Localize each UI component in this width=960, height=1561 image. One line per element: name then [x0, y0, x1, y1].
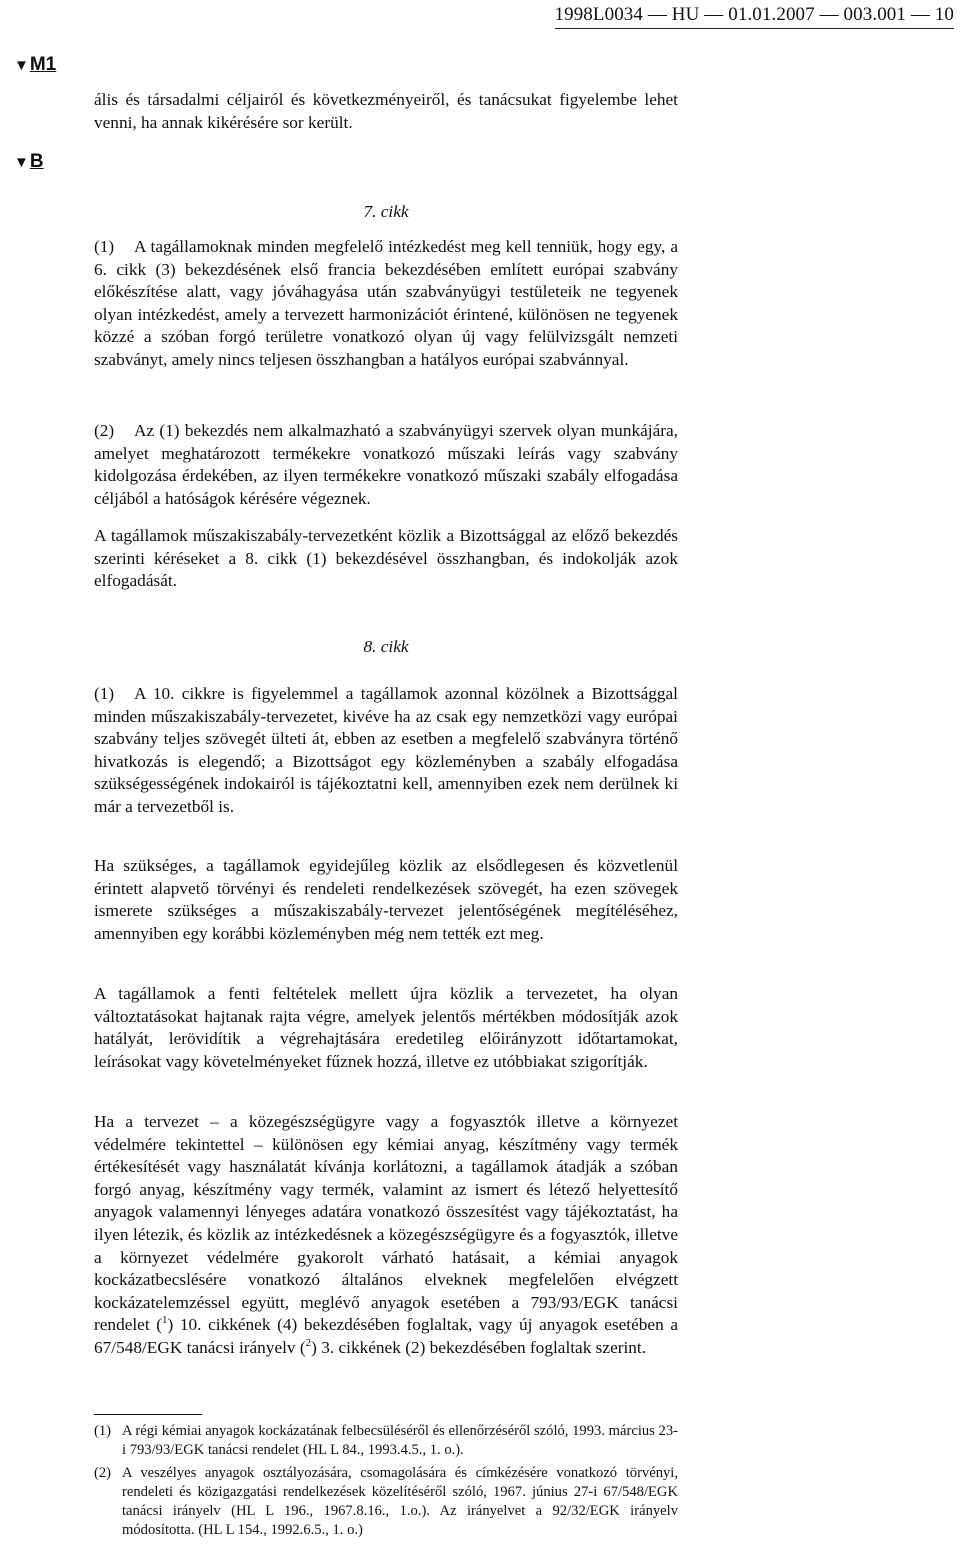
paragraph-m1: [94, 89, 678, 134]
paragraph-text: A tagállamok a fenti feltételek mellett újra közlik a tervezetet, ha olyan változtatásokat hajtanak rajta végre, amelyek jelentős mértékben módosítják azok hatályát, lerövidítik a végrehajtására eredetileg előirányzott időtartamokat, leírásokat vagy követelményeket fűznek hozzá, illetve ez utóbbiakat szigorítják.: [94, 984, 678, 1071]
footnote-ref-2[interactable]: 2: [305, 1337, 312, 1350]
paragraph-8-1: [94, 683, 678, 819]
paragraph-text: Ha a tervezet – a közegészségügyre vagy a fogyasztók illetve a környezet védelmére tekintettel – különösen egy kémiai anyag, készítmény vagy termék értékesítését vagy használatát kívánja korlátozni, a tagállamok átadják a szóban forgó anyag, készítmény vagy termék, valamint az ismert és létező helyettesítő anyagok valamennyi lényeges adatára vonatkozó összesítést vagy tájékoztatást, ha ilyen létezik, és közlik az intézkedésnek a közegészségügyre és a fogyasztók, illetve a környezet védelmére gyakorolt várható hatásait, a kémiai anyagok kockázatbecslésére vonatkozó általános elveknek megfelelően elvégzett kockázatelemzéssel együtt, meglévő anyagok esetében a 793/93/EGK tanácsi rendelet (: [94, 1112, 678, 1335]
paragraph-number: (1): [94, 237, 115, 256]
marker-label-m1: M1: [29, 54, 57, 75]
paragraph-text: ) 3. cikkének (2) bekezdésében foglaltak szerint.: [311, 1337, 647, 1357]
paragraph-text: Ha szükséges, a tagállamok egyidejűleg közlik az elsődlegesen és közvetlenül érintett alapvető törvényi és rendeleti rendelkezések szövegét, ha ezen szövegek ismerete szükséges a műszakiszabály-tervezet jelentőségének megítéléséhez, amennyiben egy korábbi közleményben még nem tették ezt meg.: [94, 856, 678, 943]
paragraph-text: A tagállamok műszakiszabály-tervezetként közlik a Bizottsággal az előző bekezdés szerinti kéréseket a 8. cikk (1) bekezdésével összhangban, és indokolják azok elfogadását.: [94, 526, 678, 591]
triangle-down-icon: ▼: [14, 154, 29, 171]
paragraph-7-1: [94, 236, 678, 372]
footnote-1: [94, 1422, 678, 1460]
paragraph-8-2: [94, 855, 678, 945]
paragraph-7-2: [94, 420, 678, 510]
paragraph-number: (2): [94, 421, 115, 440]
paragraph-7-3: [94, 525, 678, 593]
article-7-title: 7. cikk: [363, 202, 409, 221]
triangle-down-icon: ▼: [14, 57, 29, 74]
footnote-text: A veszélyes anyagok osztályozására, csomagolására és címkézésére vonatkozó törvényi, rendeleti és közigazgatási rendelkezések közelítéséről szóló, 1967. június 27-i 67/548/EGK tanácsi irányelv (HL L 196., 1967.8.16., 1.o.). Az irányelvet a 92/32/EGK irányelv módosította. (HL L 154., 1992.6.5., 1. o.): [122, 1465, 678, 1538]
marker-label-b: B: [29, 151, 44, 172]
footnote-text: A régi kémiai anyagok kockázatának felbecsüléséről és ellenőrzéséről szóló, 1993. március 23-i 793/93/EGK tanácsi rendelet (HL L 84., 1993.4.5., 1. o.).: [122, 1423, 678, 1458]
footnote-number: (1): [94, 1423, 112, 1439]
footnote-2: [94, 1464, 678, 1540]
paragraph-text: ) 10. cikkének (4) bekezdésében foglaltak, vagy új anyagok esetében a 67/548/EGK tanácsi irányelv (: [94, 1315, 678, 1357]
amendment-marker-b[interactable]: [14, 151, 44, 173]
paragraph-text: ális és társadalmi céljairól és következményeiről, és tanácsukat figyelembe lehet venni, ha annak kikérésére sor került.: [94, 90, 678, 132]
paragraph-number: (1): [94, 684, 115, 703]
article-8-title: 8. cikk: [363, 637, 409, 656]
footnote-ref-1[interactable]: 1: [162, 1314, 168, 1327]
paragraph-8-3: [94, 983, 678, 1073]
amendment-marker-m1[interactable]: [14, 54, 56, 76]
paragraph-8-4: [94, 1111, 678, 1360]
page-header: [555, 4, 955, 26]
paragraph-text: Az (1) bekezdés nem alkalmazható a szabványügyi szervek olyan munkájára, amelyet meghatározott termékekre vonatkozó műszaki leírás vagy szabvány kidolgozása érdekében, az ilyen termékekre vonatkozó műszaki szabály elfogadása céljából a hatóságok kérésére végeznek.: [94, 421, 678, 508]
footnote-separator: [94, 1414, 202, 1415]
footnote-number: (2): [94, 1465, 112, 1481]
paragraph-text: A 10. cikkre is figyelemmel a tagállamok azonnal közölnek a Bizottsággal minden műszakiszabály-tervezetet, kivéve ha az csak egy nemzetközi vagy európai szabvány teljes szövegét ülteti át, ebben az esetben a megfelelő szabványra történő hivatkozás is elegendő; a Bizottságot egy közleményben a szabály elfogadása szükségességének indokairól is tájékoztatni kell, amennyiben ezek nem derülnek ki már a tervezetből is.: [94, 684, 678, 816]
paragraph-text: A tagállamoknak minden megfelelő intézkedést meg kell tenniük, hogy egy, a 6. cikk (3) bekezdésének első francia bekezdésében említett európai szabvány előkészítése alatt, vagy jóváhagyása után szabványügyi testületeik ne tegyenek olyan intézkedést, amely a tervezett harmonizációt érintené, különösen ne tegyenek közzé a szóban forgó területre vonatkozó olyan új vagy felülvizsgált nemzeti szabványt, amely nincs teljesen összhangban a hatályos európai szabvánnyal.: [94, 237, 678, 369]
header-rule: [555, 28, 955, 29]
header-reference: 1998L0034 — HU — 01.01.2007 — 003.001 — 10: [554, 4, 954, 25]
